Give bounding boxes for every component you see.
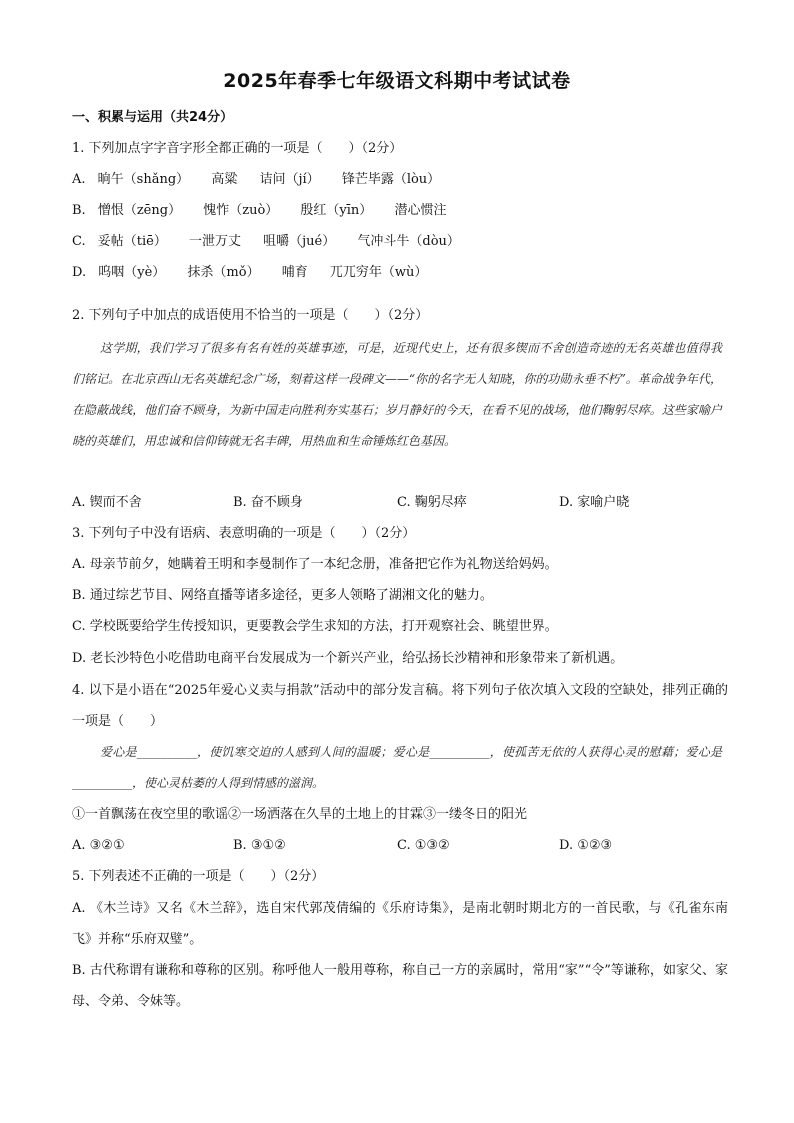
question-3-stem: 3. 下列句子中没有语病、表意明确的一项是（ ）（2分） (72, 526, 416, 541)
q3-option-d: D. 老长沙特色小吃借助电商平台发展成为一个新兴产业，给弘扬长沙精神和形象带来了新机遇。 (72, 651, 624, 666)
section-heading: 一、积累与运用（共24分） (72, 110, 234, 125)
question-5-stem: 5. 下列表述不正确的一项是（ ）（2分） (72, 869, 325, 884)
q5-option-b: B. 古代称谓有谦称和尊称的区别。称呼他人一般用尊称，称自己一方的亲属时，常用“家”“令”等谦称，如家父、家母、令弟、令妹等。 (72, 963, 728, 1009)
q1-option-c: C. 妥帖（tiē） 一泄万丈 咀嚼（jué） 气冲斗牛（dòu） (72, 234, 460, 249)
page-title: 2025年春季七年级语文科期中考试试卷 (223, 70, 571, 92)
q4-option-c: C. ①③② (397, 838, 450, 853)
question-4-stem: 4. 以下是小语在“2025年爱心义卖与捐款”活动中的部分发言稿。将下列句子依次填入文段的空缺处，排列正确的一项是（ ） (72, 683, 728, 729)
q1-option-d: D. 呜咽（yè） 抹杀（mǒ） 哺育 兀兀穷年（wù） (72, 265, 428, 280)
q2-option-d: D. 家喻户晓 (559, 495, 630, 510)
q5-option-a: A. 《木兰诗》又名《木兰辞》，选自宋代郭茂倩编的《乐府诗集》，是南北朝时期北方的一首民歌，与《孔雀东南飞》并称“乐府双璧”。 (72, 901, 728, 947)
q2-option-c: C. 鞠躬尽瘁 (397, 495, 467, 510)
q2-option-a: A. 锲而不舍 (72, 495, 142, 510)
q1-option-b: B. 憎恨（zēng） 愧怍（zuò） 殷红（yīn） 潜心惯注 (72, 203, 447, 218)
q4-option-b: B. ③①② (233, 838, 286, 853)
q4-passage: 爱心是__________，使饥寒交迫的人感到人间的温暖；爱心是__________，使孤苦无依的人获得心灵的慰藉；爱心是__________，使心灵枯萎的人得到情感的滋润。 (72, 745, 722, 790)
q3-option-c: C. 学校既要给学生传授知识，更要教会学生求知的方法，打开观察社会、眺望世界。 (72, 619, 558, 634)
q2-option-b: B. 奋不顾身 (233, 495, 303, 510)
q2-passage: 这学期，我们学习了很多有名有姓的英雄事迹，可是，近现代史上，还有很多锲而不舍创造奇迹的无名英雄也值得我们铭记。在北京西山无名英雄纪念广场，刻着这样一段碑文——“你的名字无人知晓，你的功勋永垂不朽”。革命战争年代，在隐蔽战线，他们奋不顾身，为新中国走向胜利夯实基石；岁月静好的今天，在看不见的战场，他们鞠躬尽瘁。这些家喻户晓的英雄们，用忠诚和信仰铸就无名丰碑，用热血和生命锤炼红色基因。 (72, 341, 722, 448)
q1-option-a: A. 晌午（shǎng） 高粱 诘问（jí） 锋芒毕露（lòu） (72, 172, 441, 187)
question-1-stem: 1. 下列加点字字音字形全都正确的一项是（ ）（2分） (72, 141, 403, 156)
question-2-stem: 2. 下列句子中加点的成语使用不恰当的一项是（ ）（2分） (72, 308, 429, 323)
q4-sentences: ①一首飘荡在夜空里的歌谣②一场洒落在久旱的土地上的甘霖③一缕冬日的阳光 (72, 807, 528, 822)
q4-option-d: D. ①②③ (559, 838, 613, 853)
q4-option-a: A. ③②① (72, 838, 125, 853)
q3-option-b: B. 通过综艺节目、网络直播等诸多途径，更多人领略了湖湘文化的魅力。 (72, 588, 493, 603)
q3-option-a: A. 母亲节前夕，她瞒着王明和李曼制作了一本纪念册，准备把它作为礼物送给妈妈。 (72, 557, 558, 572)
